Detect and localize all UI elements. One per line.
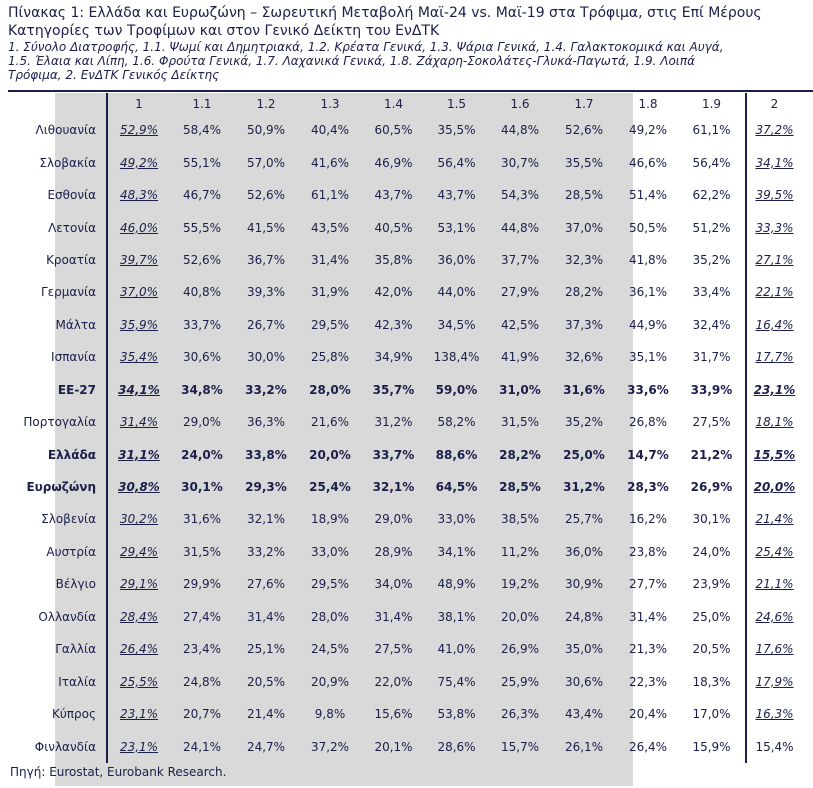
table-row [8,698,806,730]
value-cell: 42,5% [500,317,540,332]
value-cell: 16,4% [755,317,794,332]
value-cell: 33,0% [437,512,476,527]
value-cell: 17,7% [755,350,794,365]
value-cell: 34,1% [118,382,160,397]
value-cell: 31,6% [182,512,222,527]
value-cell: 29,5% [310,577,350,592]
value-cell: 34,5% [437,317,476,332]
value-cell: 46,7% [182,188,222,203]
value-cell: 37,2% [755,123,794,138]
value-cell: 24,0% [181,447,223,462]
value-cell: 20,4% [628,707,668,722]
table-row [8,374,806,406]
value-cell: 29,1% [119,577,159,592]
value-cell: 30,7% [500,155,540,170]
value-cell: 31,5% [500,415,540,430]
table-row [8,536,806,568]
value-cell: 22,1% [755,285,794,300]
table-title-line-2: Κατηγορίες των Τροφίμων και στον Γενικό Δείκτη του ΕνΔΤΚ [8,23,440,39]
value-cell: 27,1% [755,252,794,267]
value-cell: 23,1% [119,707,159,722]
country-cell: Λετονία [48,220,96,235]
value-cell: 27,5% [374,642,413,657]
value-cell: 41,6% [310,155,350,170]
value-cell: 31,2% [563,480,605,495]
value-cell: 35,2% [564,415,604,430]
table-row [8,601,806,633]
column-divider-right [745,93,747,763]
country-cell: Σλοβενία [41,512,96,527]
value-cell: 50,9% [246,123,286,138]
value-cell: 30,6% [182,350,222,365]
value-cell: 31,4% [310,252,350,267]
value-cell: 40,5% [374,220,413,235]
value-cell: 28,9% [374,544,413,559]
value-cell: 26,7% [246,317,286,332]
value-cell: 34,1% [755,155,794,170]
value-cell: 46,9% [374,155,413,170]
value-cell: 33,7% [372,447,415,462]
value-cell: 34,8% [181,382,223,397]
country-cell: Λιθουανία [35,123,96,138]
value-cell: 42,0% [374,285,413,300]
value-cell: 27,4% [182,609,222,624]
value-cell: 26,1% [564,739,604,754]
header-cell-1-8: 1.8 [638,96,658,111]
value-cell: 31,7% [692,350,731,365]
value-cell: 27,5% [692,415,731,430]
value-cell: 37,2% [310,739,350,754]
value-cell: 42,3% [374,317,413,332]
value-cell: 28,4% [119,609,159,624]
value-cell: 29,0% [182,415,222,430]
value-cell: 60,5% [374,123,413,138]
country-cell: Σλοβακία [39,155,96,170]
value-cell: 16,2% [628,512,668,527]
value-cell: 40,4% [310,123,350,138]
country-cell: Κύπρος [51,707,96,722]
value-cell: 28,2% [564,285,604,300]
value-cell: 31,6% [563,382,605,397]
value-cell: 33,2% [246,544,286,559]
value-cell: 9,8% [314,707,346,722]
table-row [8,633,806,665]
value-cell: 64,5% [435,480,478,495]
value-cell: 33,6% [627,382,669,397]
title-block [8,4,808,82]
value-cell: 21,2% [690,447,733,462]
table-header-row [8,93,806,114]
value-cell: 52,9% [119,123,159,138]
value-cell: 62,2% [692,188,731,203]
value-cell: 26,4% [119,642,159,657]
value-cell: 52,6% [246,188,286,203]
header-cell-1-1: 1.1 [192,96,212,111]
value-cell: 32,4% [692,317,731,332]
value-cell: 41,9% [500,350,540,365]
value-cell: 17,0% [692,707,731,722]
country-cell: Ιταλία [58,674,96,689]
value-cell: 53,8% [437,707,476,722]
value-cell: 24,8% [182,674,222,689]
value-cell: 28,2% [499,447,541,462]
value-cell: 26,8% [628,415,668,430]
value-cell: 28,3% [627,480,669,495]
value-cell: 58,4% [182,123,222,138]
value-cell: 21,1% [755,577,794,592]
table-title-line-1: Πίνακας 1: Ελλάδα και Ευρωζώνη – Σωρευτική Μεταβολή Μαϊ-24 vs. Μαϊ-19 στα Τρόφιμα, στις Επί Μέρους [8,5,762,21]
value-cell: 19,2% [500,577,540,592]
value-cell: 15,7% [500,739,540,754]
value-cell: 56,4% [692,155,731,170]
value-cell: 26,9% [690,480,733,495]
value-cell: 53,1% [437,220,476,235]
value-cell: 24,8% [564,609,604,624]
value-cell: 33,0% [310,544,350,559]
value-cell: 23,8% [628,544,668,559]
value-cell: 36,0% [564,544,604,559]
value-cell: 51,4% [628,188,668,203]
value-cell: 34,0% [374,577,413,592]
value-cell: 39,3% [246,285,286,300]
value-cell: 25,1% [246,642,286,657]
value-cell: 33,9% [690,382,733,397]
value-cell: 30,2% [119,512,159,527]
value-cell: 24,1% [182,739,222,754]
value-cell: 48,9% [437,577,476,592]
value-cell: 20,5% [246,674,286,689]
value-cell: 35,9% [119,317,159,332]
value-cell: 18,1% [755,415,794,430]
value-cell: 33,3% [755,220,794,235]
value-cell: 75,4% [437,674,476,689]
value-cell: 34,9% [374,350,413,365]
country-cell: Βέλγιο [55,577,96,592]
value-cell: 25,8% [310,350,350,365]
table-row [8,665,806,697]
table-row [8,438,806,470]
value-cell: 24,6% [755,609,794,624]
value-cell: 37,0% [119,285,159,300]
value-cell: 38,5% [500,512,540,527]
value-cell: 34,1% [437,544,476,559]
value-cell: 20,7% [182,707,222,722]
value-cell: 31,0% [499,382,541,397]
value-cell: 35,0% [564,642,604,657]
top-rule [8,90,813,92]
value-cell: 32,3% [564,252,604,267]
value-cell: 50,5% [628,220,668,235]
table-row [8,179,806,211]
value-cell: 30,8% [118,480,160,495]
value-cell: 32,1% [246,512,286,527]
value-cell: 24,7% [246,739,286,754]
value-cell: 15,9% [692,739,731,754]
value-cell: 36,7% [246,252,286,267]
value-cell: 31,1% [118,447,160,462]
table-subtitle-line-3: Τρόφιμα, 2. ΕνΔΤΚ Γενικός Δείκτης [8,68,220,82]
value-cell: 31,4% [374,609,413,624]
value-cell: 39,7% [119,252,159,267]
header-cell-1-9: 1.9 [701,96,722,111]
value-cell: 21,3% [628,642,668,657]
table-row [8,114,806,146]
country-cell: Γαλλία [55,642,96,657]
value-cell: 20,9% [310,674,350,689]
value-cell: 29,0% [374,512,413,527]
value-cell: 33,7% [182,317,222,332]
value-cell: 18,9% [310,512,350,527]
value-cell: 25,4% [755,544,794,559]
value-cell: 37,0% [564,220,604,235]
value-cell: 28,5% [564,188,604,203]
header-cell-1: 1 [135,96,143,111]
value-cell: 43,7% [374,188,413,203]
value-cell: 44,8% [500,220,540,235]
table-row [8,406,806,438]
table-body [8,114,806,763]
value-cell: 41,8% [628,252,668,267]
country-cell: Ευρωζώνη [26,480,96,495]
value-cell: 23,1% [119,739,159,754]
value-cell: 36,1% [628,285,668,300]
value-cell: 28,6% [437,739,476,754]
value-cell: 15,5% [753,447,796,462]
value-cell: 138,4% [433,350,480,365]
header-cell-1-5: 1.5 [446,96,467,111]
value-cell: 15,4% [755,739,794,754]
value-cell: 11,2% [500,544,540,559]
value-cell: 51,2% [692,220,731,235]
value-cell: 21,4% [246,707,286,722]
value-cell: 49,2% [119,155,159,170]
value-cell: 25,4% [309,480,351,495]
value-cell: 44,0% [437,285,476,300]
value-cell: 33,2% [245,382,287,397]
value-cell: 27,7% [628,577,668,592]
value-cell: 35,2% [692,252,731,267]
value-cell: 29,4% [119,544,159,559]
value-cell: 58,2% [437,415,476,430]
value-cell: 39,5% [755,188,794,203]
value-cell: 32,6% [564,350,604,365]
value-cell: 31,5% [182,544,222,559]
country-cell: ΕΕ-27 [57,382,96,397]
value-cell: 43,7% [437,188,476,203]
value-cell: 21,6% [310,415,350,430]
header-cell-1-2: 1.2 [256,96,276,111]
country-cell: Μάλτα [55,317,96,332]
value-cell: 35,5% [437,123,476,138]
column-divider-left [106,93,108,763]
value-cell: 20,5% [692,642,731,657]
country-cell: Κροατία [46,252,96,267]
header-cell-country [8,93,108,114]
value-cell: 52,6% [182,252,222,267]
data-table [8,93,806,763]
value-cell: 28,0% [310,609,350,624]
value-cell: 35,7% [372,382,415,397]
value-cell: 18,3% [692,674,731,689]
value-cell: 41,0% [437,642,476,657]
value-cell: 23,1% [753,382,796,397]
value-cell: 61,1% [310,188,350,203]
value-cell: 24,5% [310,642,350,657]
value-cell: 31,4% [246,609,286,624]
value-cell: 61,1% [692,123,731,138]
table-subtitle-line-1: 1. Σύνολο Διατροφής, 1.1. Ψωμί και Δημητριακά, 1.2. Κρέατα Γενικά, 1.3. Ψάρια Γενικά, 1.4. Γαλακτοκομικά και Αυγά, [8,40,724,54]
header-cell-1-3: 1.3 [320,96,340,111]
header-cell-2: 2 [770,96,779,111]
value-cell: 20,1% [374,739,413,754]
value-cell: 37,7% [500,252,540,267]
value-cell: 48,3% [119,188,159,203]
value-cell: 30,1% [692,512,731,527]
table-row [8,341,806,373]
value-cell: 30,6% [564,674,604,689]
value-cell: 28,5% [499,480,541,495]
header-cell-1-6: 1.6 [510,96,530,111]
value-cell: 38,1% [437,609,476,624]
table-row [8,244,806,276]
country-cell: Αυστρία [46,544,96,559]
value-cell: 44,9% [628,317,668,332]
country-cell: Πορτογαλία [23,415,96,430]
value-cell: 37,3% [564,317,604,332]
value-cell: 32,1% [372,480,415,495]
value-cell: 25,0% [563,447,605,462]
value-cell: 21,4% [755,512,794,527]
value-cell: 17,6% [755,642,794,657]
value-cell: 29,9% [182,577,222,592]
value-cell: 43,4% [564,707,604,722]
value-cell: 25,9% [500,674,540,689]
value-cell: 35,5% [564,155,604,170]
value-cell: 22,3% [628,674,668,689]
value-cell: 22,0% [374,674,413,689]
value-cell: 20,0% [753,480,796,495]
value-cell: 30,0% [246,350,286,365]
value-cell: 28,0% [309,382,351,397]
table-row [8,730,806,762]
value-cell: 88,6% [435,447,478,462]
value-cell: 52,6% [564,123,604,138]
value-cell: 31,2% [374,415,413,430]
value-cell: 27,9% [500,285,540,300]
header-cell-1-7: 1.7 [574,96,594,111]
value-cell: 46,0% [119,220,159,235]
country-cell: Ολλανδία [38,609,96,624]
value-cell: 56,4% [437,155,476,170]
value-cell: 15,6% [374,707,413,722]
value-cell: 29,5% [310,317,350,332]
value-cell: 17,9% [755,674,794,689]
value-cell: 26,9% [500,642,540,657]
country-cell: Γερμανία [40,285,96,300]
value-cell: 26,3% [500,707,540,722]
value-cell: 27,6% [246,577,286,592]
table-row [8,568,806,600]
value-cell: 35,8% [374,252,413,267]
value-cell: 54,3% [500,188,540,203]
value-cell: 49,2% [628,123,668,138]
value-cell: 24,0% [692,544,731,559]
value-cell: 57,0% [246,155,286,170]
country-cell: Ελλάδα [47,447,96,462]
value-cell: 36,0% [437,252,476,267]
table-row [8,471,806,503]
value-cell: 25,7% [564,512,604,527]
value-cell: 44,8% [500,123,540,138]
value-cell: 30,1% [181,480,223,495]
value-cell: 31,4% [628,609,668,624]
country-cell: Εσθονία [47,188,96,203]
table-subtitle-line-2: 1.5. Έλαια και Λίπη, 1.6. Φρούτα Γενικά, 1.7. Λαχανικά Γενικά, 1.8. Ζάχαρη-Σοκολάτες-Γλυκά-Παγωτά, 1.9. Λοιπά [8,54,695,68]
value-cell: 29,3% [245,480,287,495]
value-cell: 41,5% [246,220,286,235]
value-cell: 20,0% [500,609,540,624]
table-row [8,309,806,341]
country-cell: Ισπανία [51,350,96,365]
value-cell: 46,6% [628,155,668,170]
table-row [8,146,806,178]
value-cell: 14,7% [627,447,669,462]
table-row [8,211,806,243]
value-cell: 25,0% [692,609,731,624]
source-note: Πηγή: Eurostat, Eurobank Research. [10,765,227,779]
value-cell: 35,4% [119,350,159,365]
value-cell: 35,1% [628,350,668,365]
table-row [8,503,806,535]
value-cell: 36,3% [246,415,286,430]
value-cell: 40,8% [182,285,222,300]
table-row [8,276,806,308]
value-cell: 31,4% [119,415,159,430]
value-cell: 20,0% [309,447,351,462]
value-cell: 16,3% [755,707,794,722]
value-cell: 25,5% [119,674,159,689]
value-cell: 30,9% [564,577,604,592]
value-cell: 59,0% [435,382,478,397]
value-cell: 26,4% [628,739,668,754]
value-cell: 55,1% [182,155,222,170]
country-cell: Φινλανδία [34,739,96,754]
value-cell: 33,8% [245,447,287,462]
value-cell: 55,5% [182,220,222,235]
value-cell: 43,5% [310,220,350,235]
header-cell-1-4: 1.4 [383,96,404,111]
value-cell: 33,4% [692,285,731,300]
value-cell: 23,9% [692,577,731,592]
value-cell: 31,9% [310,285,350,300]
value-cell: 23,4% [182,642,222,657]
